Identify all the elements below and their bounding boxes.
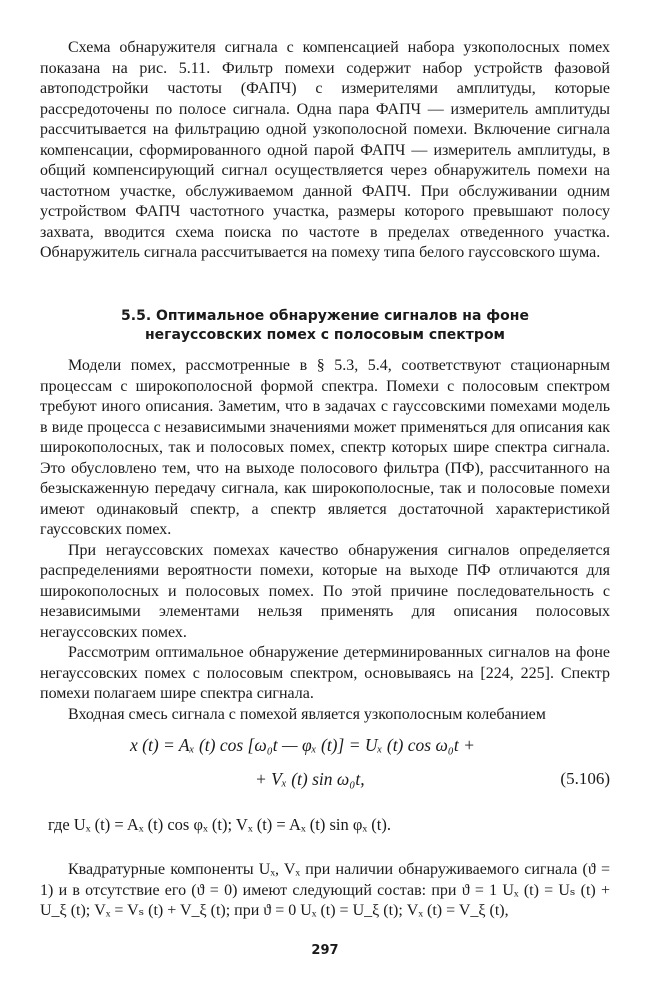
section-text-block — [40, 356, 610, 725]
formula-5-106-line-2: + Vₓ (t) sin ω₀t, — [255, 769, 365, 789]
section-heading-line-2: негауссовских помех с полосовым спектром — [144, 327, 506, 343]
section-heading — [60, 307, 590, 345]
paragraph-noise-models: Модели помех, рассмотренные в § 5.3, 5.4, соответствуют стационарным процессам с широкополосной формой спектра. Помехи с полосовым спектром требуют иного описания. Заметим, что в задачах с гауссовскими помехами модель в виде процесса с независимыми значениями может применяться для описания как широкополосных, так и полосовых помех, спектр которых шире спектра сигнала. Это обусловлено тем, что на выходе полосового фильтра (ПФ), рассчитанного на безыскаженную передачу сигнала, как широкополосные, так и полосовые помехи имеют одинаковый спектр, а спектр является достаточной характеристикой гауссовских помех. — [40, 357, 610, 538]
where-definitions: где Uₓ (t) = Aₓ (t) cos φₓ (t); Vₓ (t) = Aₓ (t) sin φₓ (t). — [48, 815, 391, 834]
page-number: 297 — [311, 943, 339, 958]
section-heading-line-1: 5.5. Оптимальное обнаружение сигналов на фоне — [121, 308, 529, 324]
formula-5-106-line-1: x (t) = Aₓ (t) cos [ω₀t — φₓ (t)] = Uₓ (t) cos ω₀t + — [130, 735, 475, 755]
paragraph-input-mixture: Входная смесь сигнала с помехой является узкополосным колебанием — [68, 705, 546, 723]
paragraph-compensation-scheme: Схема обнаружителя сигнала с компенсацией набора узкополосных помех показана на рис. 5.11. Фильтр помехи содержит набор устройств фазовой автоподстройки частоты (ФАПЧ) с измерителями амплитуды, которые рассредоточены по полосе сигнала. Одна пара ФАПЧ — измеритель амплитуды рассчитывается на фильтрацию одной узкополосной помехи. Включение сигнала компенсации, сформированного одной парой ФАПЧ — измеритель амплитуды, в общий компенсирующий сигнал осуществляется через обнаружитель помехи на частотном участке, обслуживаемом данной ФАПЧ. При обслуживании одним устройством ФАПЧ частотного участка, размеры которого превышают полосу захвата, вводится схема поиска по частоте в пределах отведенного участка. Обнаружитель сигнала рассчитывается на помеху типа белого гауссовского шума. — [40, 39, 610, 261]
paragraph-quadrature-components: Квадратурные компоненты Uₓ, Vₓ при наличии обнаруживаемого сигнала (ϑ = 1) и в отсутствие его (ϑ = 0) имеют следующий состав: при ϑ = 1 Uₓ (t) = Uₛ (t) + U_ξ (t); Vₓ = Vₛ (t) + V_ξ (t); при ϑ = 0 Uₓ (t) = U_ξ (t); Vₓ (t) = V_ξ (t), — [40, 861, 610, 919]
paragraph-nongaussian-quality: При негауссовских помехах качество обнаружения сигналов определяется распределениями вероятности помехи, которые на выходе ПФ отличаются для широкополосных и полосовых помех. По этой причине последовательность с независимыми элементами нельзя применять для описания полосовых негауссовских помех. — [40, 541, 610, 641]
intro-text-block — [40, 38, 610, 264]
paragraph-optimal-detection: Рассмотрим оптимальное обнаружение детерминированных сигналов на фоне негауссовских помех с полосовым спектром, основываясь на [224, 225]. Спектр помехи полагаем шире спектра сигнала. — [40, 644, 610, 702]
equation-number: (5.106) — [560, 769, 610, 788]
quadrature-text-block — [40, 860, 610, 922]
